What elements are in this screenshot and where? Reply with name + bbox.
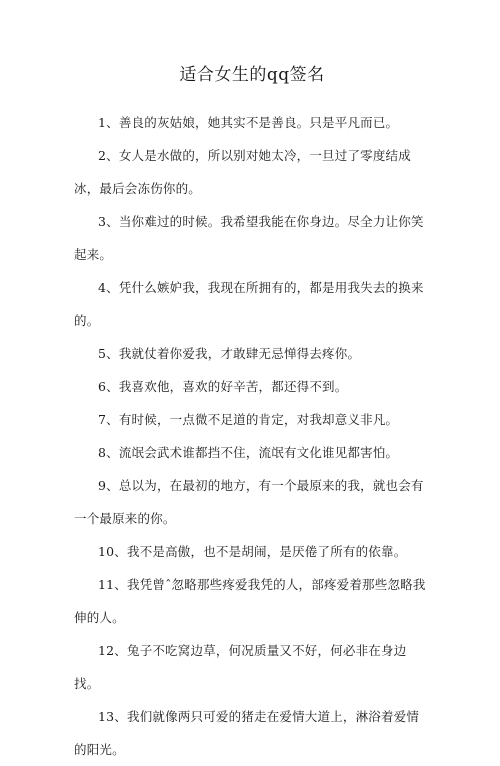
list-item: 9、总以为，在最初的地方，有一个最原来的我，就也会有一个最原来的你。 [74, 478, 424, 526]
list-item: 10、我不是高傲，也不是胡闹，是厌倦了所有的依靠。 [98, 544, 407, 559]
list-item: 8、流氓会武术谁都挡不住，流氓有文化谁见都害怕。 [98, 445, 399, 460]
list-item: 1、善良的灰姑娘，她其实不是善良。只是平凡而已。 [98, 115, 399, 130]
list-item: 5、我就仗着你爱我，才敢肆无忌惮得去疼你。 [98, 346, 361, 361]
list-item: 7、有时候，一点微不足道的肯定，对我却意义非凡。 [98, 412, 399, 427]
list-item: 12、兔子不吃窝边草，何况质量又不好，何必非在身边找。 [74, 643, 407, 691]
list-item: 4、凭什么嫉妒我，我现在所拥有的，都是用我失去的换来的。 [74, 280, 424, 328]
list-item: 3、当你难过的时候。我希望我能在你身边。尽全力让你笑起来。 [74, 214, 424, 262]
list-item: 2、女人是水做的，所以别对她太冷，一旦过了零度结成冰，最后会冻伤你的。 [74, 148, 411, 196]
list-item: 6、我喜欢他，喜欢的好辛苦，都还得不到。 [98, 379, 348, 394]
signature-list [74, 106, 430, 766]
list-item: 13、我们就像两只可爱的猪走在爱情大道上，淋浴着爱情的阳光。 [74, 709, 420, 757]
list-item: 11、我凭曾ˆ忽略那些疼爱我凭的人，部疼爱着那些忽略我伸的人。 [74, 577, 426, 625]
document-title: 适合女生的qq签名 [179, 65, 325, 85]
